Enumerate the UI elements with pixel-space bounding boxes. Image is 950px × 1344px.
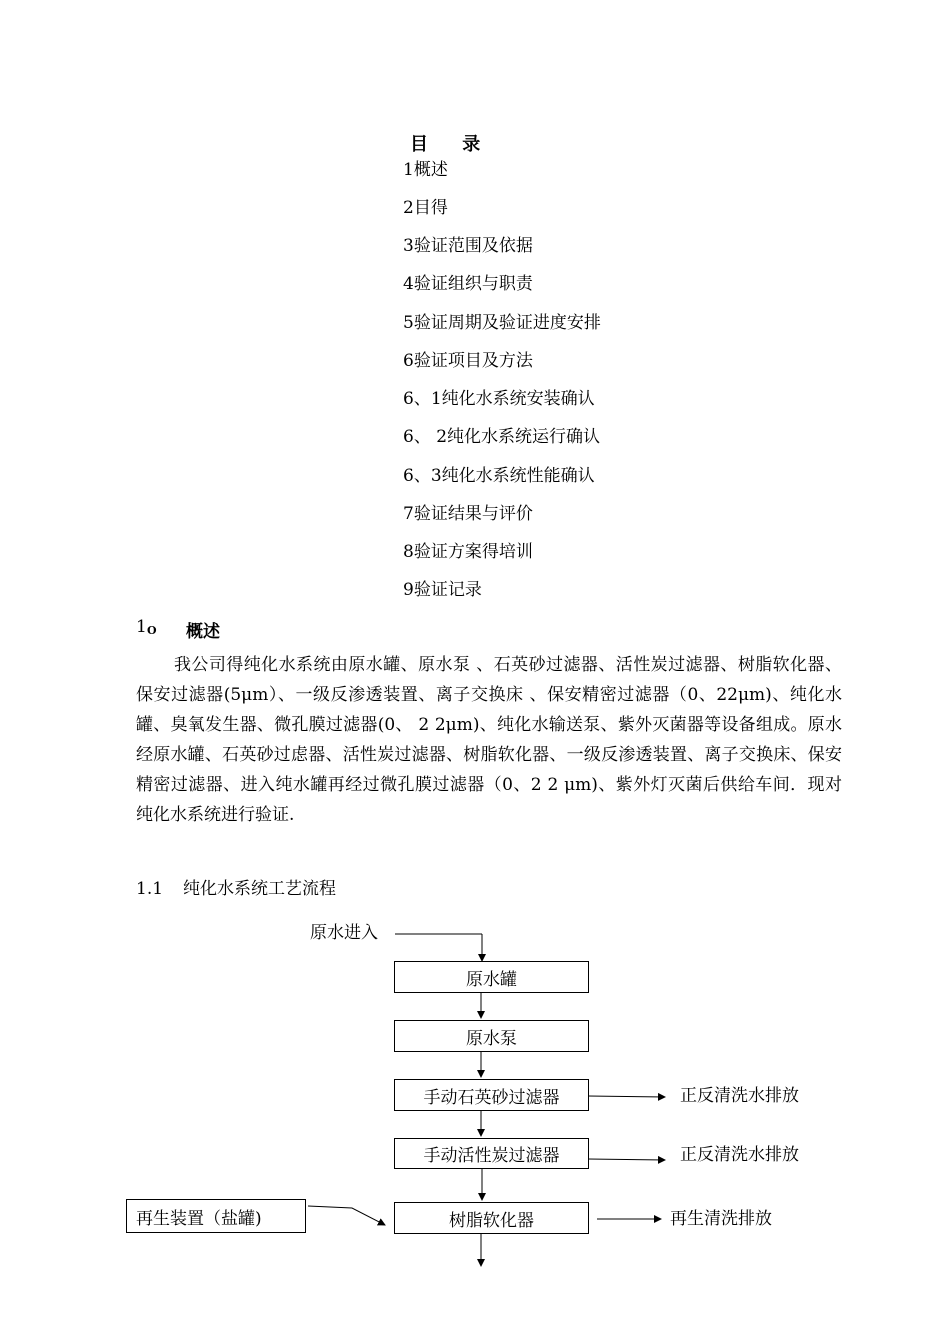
flow-step-raw-water-pump: 原水泵 bbox=[394, 1020, 589, 1052]
toc-title: 目 录 bbox=[410, 134, 495, 155]
section-title: 概述 bbox=[186, 622, 220, 642]
toc-item: 9验证记录 bbox=[403, 580, 482, 600]
toc-item: 6、3纯化水系统性能确认 bbox=[403, 466, 595, 486]
toc-item: 8验证方案得培训 bbox=[403, 542, 533, 562]
toc-item: 6、1纯化水系统安装确认 bbox=[403, 389, 595, 409]
flow-step-sand-filter: 手动石英砂过滤器 bbox=[394, 1079, 589, 1111]
flow-input-label: 原水进入 bbox=[310, 923, 378, 943]
arrow-carbon-drain bbox=[588, 1159, 665, 1160]
arrow-sand-drain bbox=[588, 1096, 665, 1097]
arrow-regen-to-softener bbox=[308, 1206, 385, 1225]
toc-item: 5验证周期及验证进度安排 bbox=[403, 313, 601, 333]
section-mark: O bbox=[147, 624, 157, 637]
toc-item: 1概述 bbox=[403, 160, 448, 180]
section-number: 1 bbox=[136, 617, 147, 637]
flow-step-resin-softener: 树脂软化器 bbox=[394, 1202, 589, 1234]
subsection-title: 纯化水系统工艺流程 bbox=[183, 879, 337, 899]
subsection-number: 1.1 bbox=[136, 879, 164, 899]
toc-item: 6、 2纯化水系统运行确认 bbox=[403, 427, 601, 447]
flow-regen-device: 再生装置（盐罐) bbox=[126, 1199, 306, 1233]
toc-item: 2目得 bbox=[403, 198, 448, 218]
flow-step-carbon-filter: 手动活性炭过滤器 bbox=[394, 1138, 589, 1169]
flow-regen-drain-label: 再生清洗排放 bbox=[670, 1209, 772, 1229]
toc-item: 3验证范围及依据 bbox=[403, 236, 533, 256]
toc-item: 6验证项目及方法 bbox=[403, 351, 533, 371]
toc-item: 7验证结果与评价 bbox=[403, 504, 533, 524]
overview-paragraph: 我公司得纯化水系统由原水罐、原水泵 、石英砂过滤器、活性炭过滤器、树脂软化器、保安过滤器(5μm）、一级反渗透装置、离子交换床 、保安精密过滤器（0、22μm)、纯化水罐、臭氧发生器、微孔膜过滤器(0、 2 2μm)、纯化水输送泵、紫外灭菌器等设备组成。原水经原水罐、石英砂过虑器、活性炭过滤器、树脂软化器、一级反渗透装置、离子交换床、保安精密过滤器、进入纯水罐再经过微孔膜过滤器（0、2 2 μm)、紫外灯灭菌后供给车间．现对纯化水系统进行验证. bbox=[136, 655, 842, 825]
flow-step-raw-water-tank: 原水罐 bbox=[394, 961, 589, 993]
flow-drain-label-2: 正反清洗水排放 bbox=[680, 1145, 799, 1165]
toc-item: 4验证组织与职责 bbox=[403, 274, 533, 294]
flow-drain-label-1: 正反清洗水排放 bbox=[680, 1086, 799, 1106]
